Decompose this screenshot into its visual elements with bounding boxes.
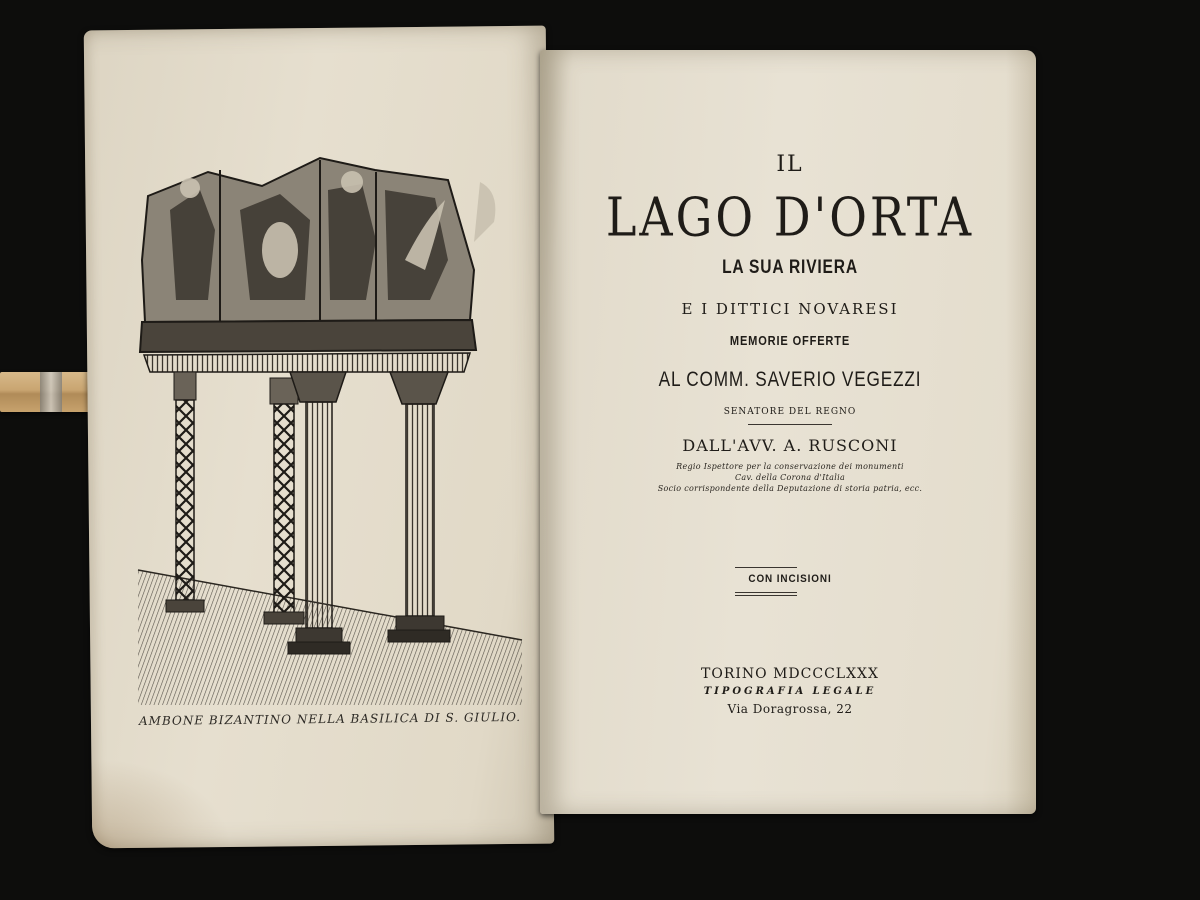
separator-rule [735,567,797,568]
subtitle-line-2: E I DITTICI NOVARESI [681,300,899,318]
author-title-line: Cav. della Corona d'Italia [734,473,846,482]
illustrations-note: CON INCISIONI [748,573,832,585]
imprint-address: Via Doragrossa, 22 [727,702,853,716]
imprint-place-year: TORINO MDCCCLXXX [701,666,879,682]
separator-rule [748,424,832,425]
engraving-caption: AMBONE BIZANTINO NELLA BASILICA DI S. GIULIO. [138,709,522,729]
subtitle-line-1: LA SUA RIVIERA [722,257,858,278]
book-title: LAGO D'ORTA [605,185,975,249]
author-title-line: Socio corrispondente della Deputazione di storia patria, ecc. [657,484,923,493]
dedication-line: MEMORIE OFFERTE [729,333,851,348]
imprint-printer: TIPOGRAFIA LEGALE [703,686,877,697]
dedicatee-role: SENATORE DEL REGNO [723,407,857,417]
dedicatee-name: AL COMM. SAVERIO VEGEZZI [658,368,922,391]
separator-rule [735,592,797,593]
ambo-engraving [130,150,530,710]
separator-rule [735,595,797,596]
author-title-line: Regio Ispettore per la conservazione dei monumenti [676,462,904,471]
clothes-peg-spring [40,372,62,412]
title-article: IL [776,152,804,177]
author-name: DALL'AVV. A. RUSCONI [682,436,898,455]
